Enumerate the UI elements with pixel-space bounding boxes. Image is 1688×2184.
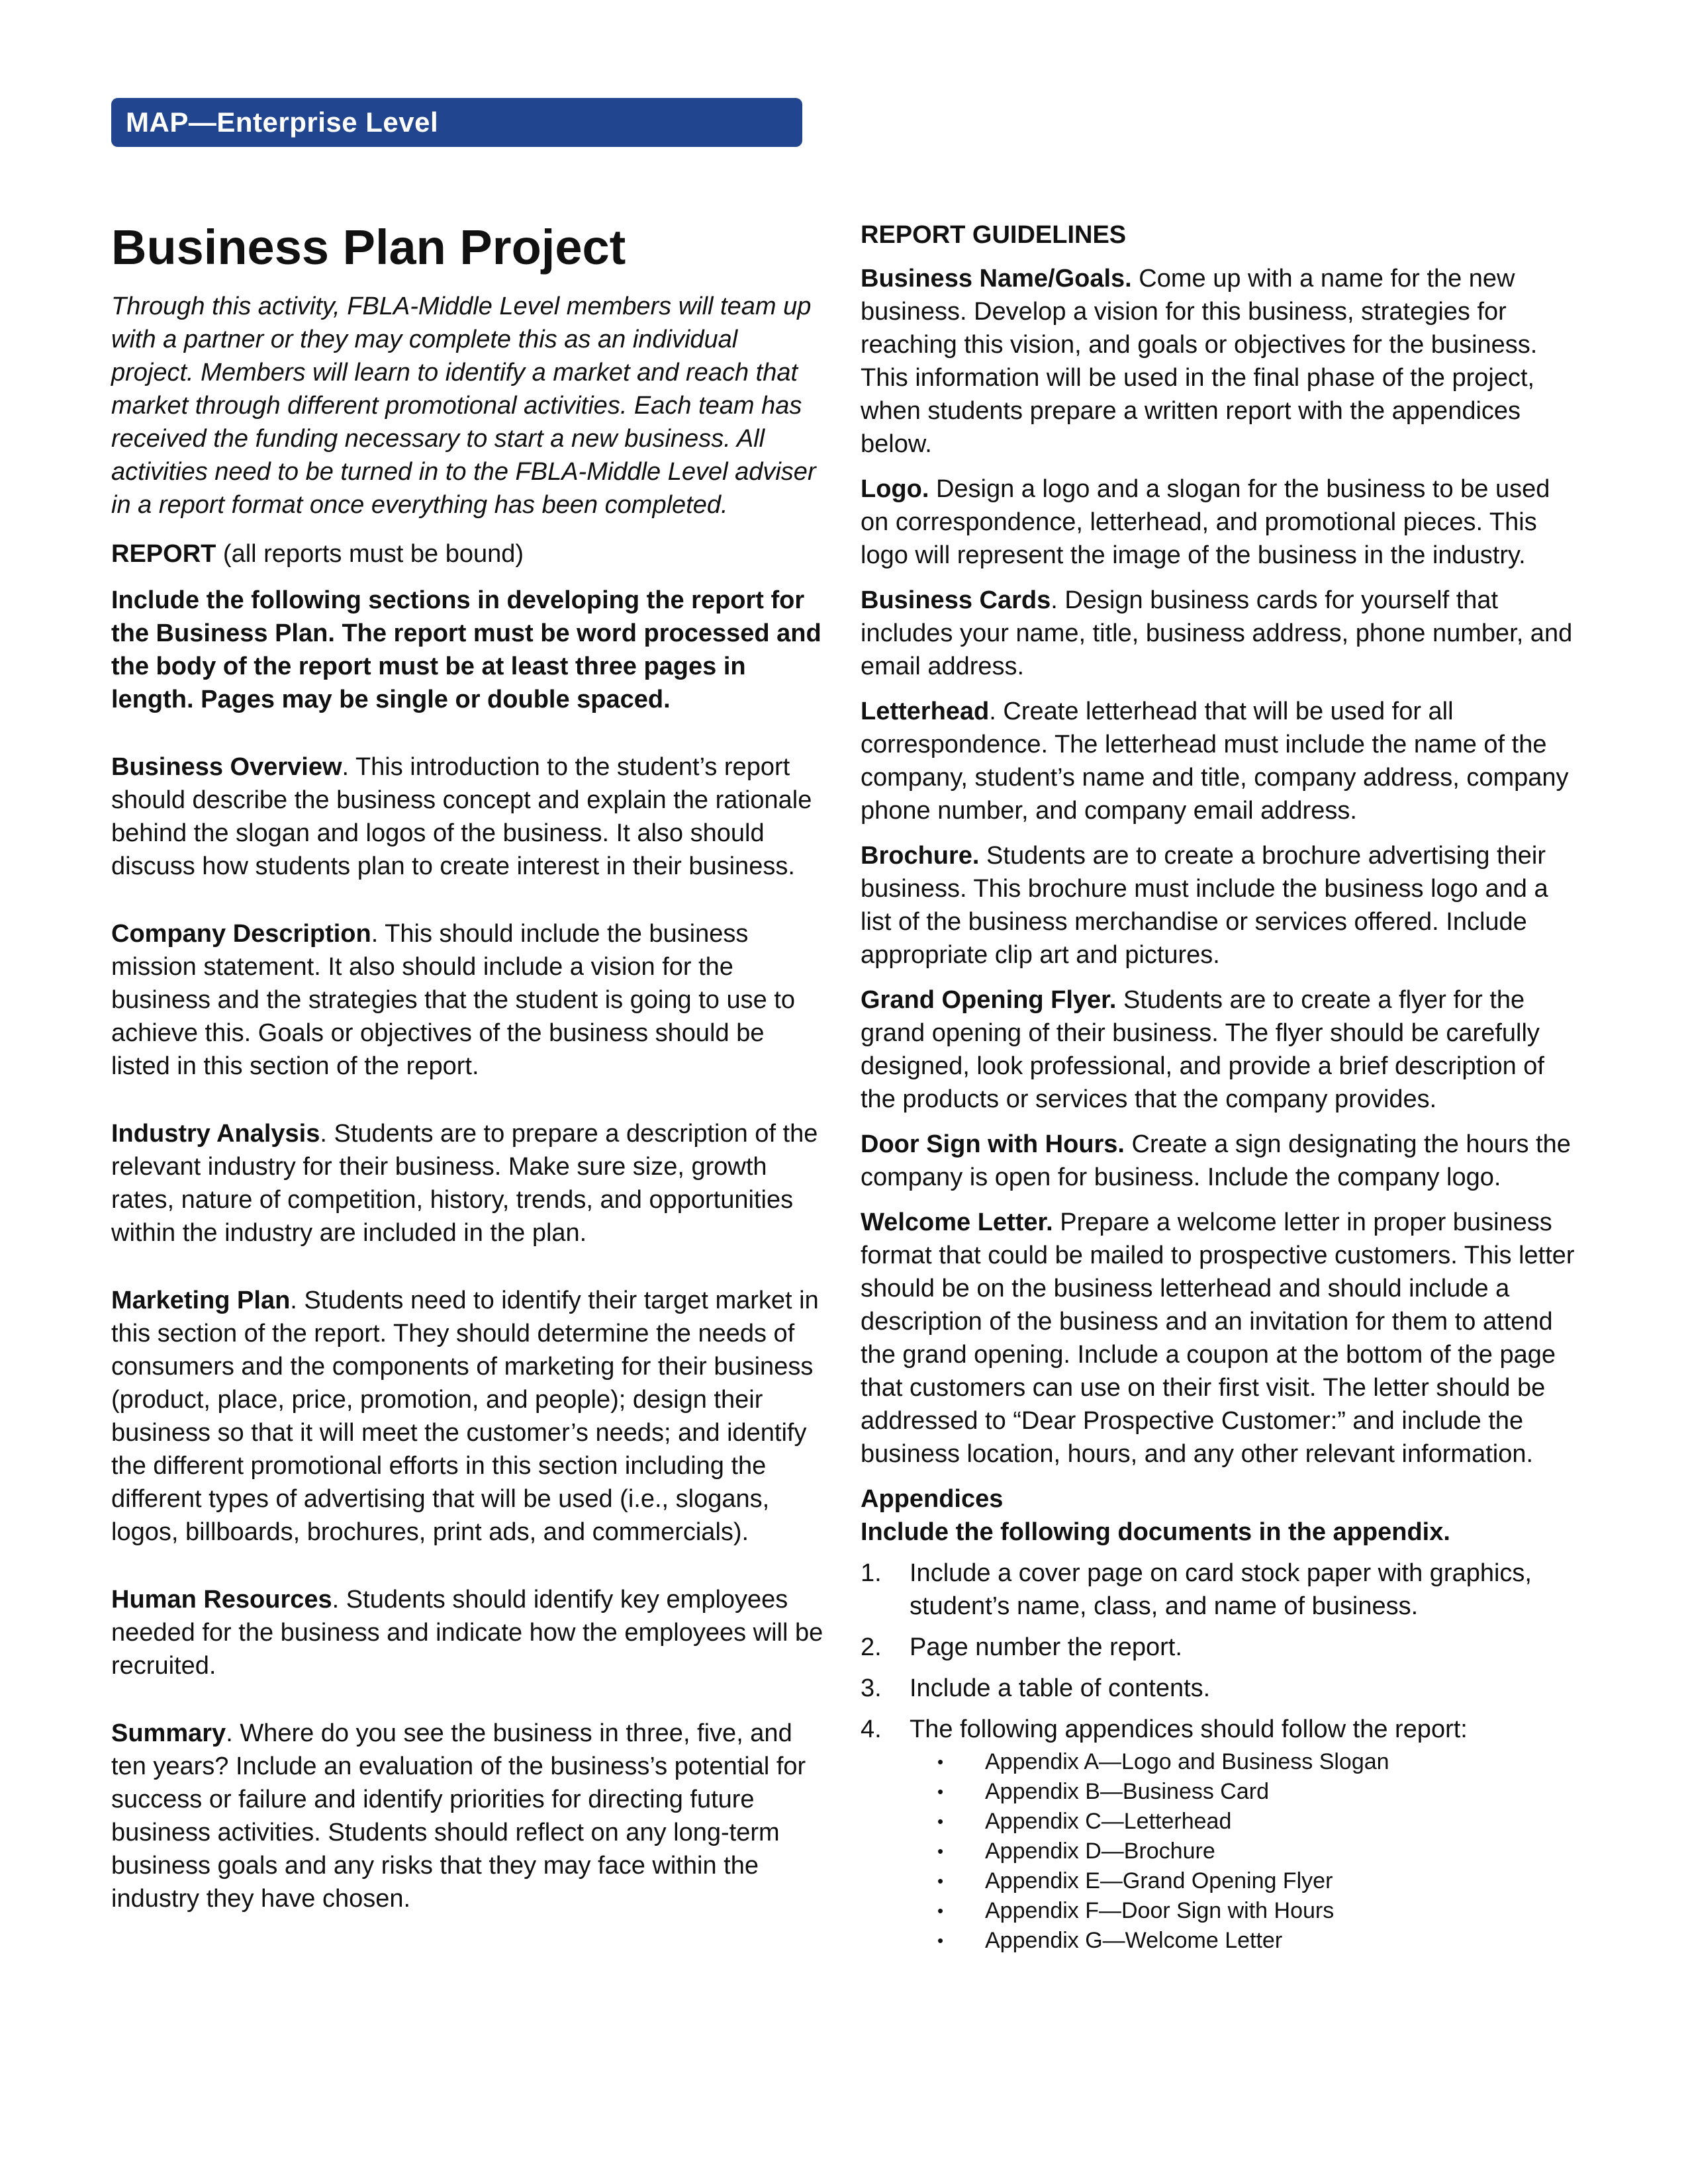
bullet-icon: • <box>937 1871 944 1891</box>
guideline-heading: Business Cards <box>861 586 1051 614</box>
appendix-item-text: Appendix D—Brochure <box>985 1839 1215 1864</box>
appendix-item-text: Appendix E—Grand Opening Flyer <box>985 1868 1333 1893</box>
section-text: . This should include the business mission statement. It also should include a vision for the business and the strategies that the student is going to use to achieve this. Goals or objectives of the business should be listed in this section of the report. <box>111 920 796 1080</box>
appendix-item-text: Appendix F—Door Sign with Hours <box>985 1898 1335 1923</box>
section-text: . Students are to prepare a description of the relevant industry for their business. Make sure size, growth rates, nature of competition, history, trends, and opportunities within the industry are included in the plan. <box>111 1120 818 1247</box>
guideline-text: Students are to create a flyer for the grand opening of their business. The flyer should be carefully designed, look professional, and provide a brief description of the products or services that the company provides. <box>861 986 1544 1113</box>
appendix-item-text: Appendix A—Logo and Business Slogan <box>985 1749 1389 1774</box>
report-note: (all reports must be bound) <box>216 540 524 568</box>
appendices-title: Appendices <box>861 1485 1004 1513</box>
list-number: 1. <box>861 1559 882 1587</box>
appendix-steps-list <box>861 1557 1582 1956</box>
guideline-welcome-letter <box>861 1206 1582 1471</box>
guideline-text: Design a logo and a slogan for the business to be used on correspondence, letterhead, and promotional pieces. This logo will represent the image of the business in the industry. <box>861 475 1550 569</box>
section-company-description <box>111 917 826 1083</box>
guideline-heading: Grand Opening Flyer. <box>861 986 1117 1014</box>
section-heading: Human Resources <box>111 1586 332 1614</box>
appendix-item <box>910 1807 1582 1837</box>
guideline-heading: Business Name/Goals. <box>861 265 1132 293</box>
bullet-icon: • <box>937 1811 944 1831</box>
list-item <box>861 1713 1582 1956</box>
section-heading: Summary <box>111 1719 226 1747</box>
intro-paragraph: Through this activity, FBLA-Middle Level members will team up with a partner or they may complete this as an individual project. Members will learn to identify a market and reach that market through different promotional activities. Each team has received the funding necessary to start a new business. All activities need to be turned in to the FBLA-Middle Level adviser in a report format once everything has been completed. <box>111 293 816 519</box>
guideline-logo <box>861 473 1582 572</box>
list-item <box>861 1672 1582 1705</box>
appendix-item <box>910 1926 1582 1956</box>
guideline-text: . Create letterhead that will be used for all correspondence. The letterhead must include the name of the company, student’s name and title, company address, company phone number, and company email address. <box>861 698 1569 825</box>
section-marketing-plan <box>111 1284 826 1549</box>
section-text: . Students should identify key employees needed for the business and indicate how the employees will be recruited. <box>111 1586 823 1680</box>
section-text: . Students need to identify their target market in this section of the report. They should determine the needs of consumers and the components of marketing for their business (product, place, price, promotion, and people); design their business so that it will meet the customer’s needs; and identify the different promotional efforts in this section including the different types of advertising that will be used (i.e., slogans, logos, billboards, brochures, print ads, and commercials). <box>111 1287 819 1546</box>
appendix-item-text: Appendix B—Business Card <box>985 1779 1270 1804</box>
section-text: . Where do you see the business in three, five, and ten years? Include an evaluation of the business’s potential for success or failure and identify priorities for directing future business activities. Students should reflect on any long-term business goals and any risks that they may face within the industry they have chosen. <box>111 1719 806 1913</box>
appendix-item <box>910 1777 1582 1807</box>
section-heading: Business Overview <box>111 753 342 781</box>
appendix-item-text: Appendix C—Letterhead <box>985 1809 1232 1834</box>
guideline-text: . Design business cards for yourself that includes your name, title, business address, phone number, and email address. <box>861 586 1573 680</box>
list-text: Include a cover page on card stock paper with graphics, student’s name, class, and name of business. <box>910 1559 1532 1620</box>
guideline-grand-opening-flyer <box>861 983 1582 1116</box>
appendix-item <box>910 1837 1582 1866</box>
appendix-item-text: Appendix G—Welcome Letter <box>985 1928 1283 1953</box>
list-number: 3. <box>861 1674 882 1702</box>
list-text: The following appendices should follow the report: <box>910 1715 1468 1743</box>
bullet-icon: • <box>937 1931 944 1950</box>
report-guidelines-title: REPORT GUIDELINES <box>861 221 1127 249</box>
section-human-resources <box>111 1583 826 1682</box>
guideline-heading: Welcome Letter. <box>861 1208 1053 1236</box>
left-column <box>111 218 826 1950</box>
page-title: Business Plan Project <box>111 220 626 275</box>
guideline-text: Come up with a name for the new business. Develop a vision for this business, strategies for reaching this vision, and goals or objectives for the business. This information will be used in the final phase of the project, when students prepare a written report with the appendices below. <box>861 265 1538 458</box>
section-heading: Marketing Plan <box>111 1287 291 1314</box>
section-business-overview <box>111 751 826 883</box>
appendix-item <box>910 1866 1582 1896</box>
guideline-letterhead <box>861 695 1582 827</box>
guideline-text: Create a sign designating the hours the company is open for business. Include the company logo. <box>861 1130 1571 1191</box>
header-bar <box>111 98 802 147</box>
list-number: 4. <box>861 1715 882 1743</box>
bullet-icon: • <box>937 1901 944 1921</box>
list-item <box>861 1631 1582 1664</box>
report-label: REPORT <box>111 540 216 568</box>
appendix-items-list <box>910 1747 1582 1956</box>
header-bar-title: MAP—Enterprise Level <box>126 107 439 138</box>
guideline-business-cards <box>861 584 1582 683</box>
list-item <box>861 1557 1582 1623</box>
guideline-heading: Door Sign with Hours. <box>861 1130 1125 1158</box>
appendix-item <box>910 1747 1582 1777</box>
guideline-heading: Letterhead <box>861 698 990 725</box>
list-text: Page number the report. <box>910 1633 1182 1661</box>
section-text: . This introduction to the student’s report should describe the business concept and explain the rationale behind the slogan and logos of the business. It also should discuss how students plan to create interest in their business. <box>111 753 812 880</box>
report-line <box>111 537 826 570</box>
guideline-door-sign <box>861 1128 1582 1194</box>
guideline-heading: Brochure. <box>861 842 980 870</box>
include-instructions: Include the following sections in developing the report for the Business Plan. The report must be word processed and the body of the report must be at least three pages in length. Pages may be single or double spaced. <box>111 586 821 713</box>
guideline-text: Prepare a welcome letter in proper business format that could be mailed to prospective customers. This letter should be on the business letterhead and should include a description of the business and an invitation for them to attend the grand opening. Include a coupon at the bottom of the page that customers can use on their first visit. The letter should be addressed to “Dear Prospective Customer:” and include the business location, hours, and any other relevant information. <box>861 1208 1575 1468</box>
guideline-text: Students are to create a brochure advertising their business. This brochure must include the business logo and a list of the business merchandise or services offered. Include appropriate clip art and pictures. <box>861 842 1548 969</box>
guideline-business-name <box>861 262 1582 461</box>
appendix-item <box>910 1896 1582 1926</box>
section-industry-analysis <box>111 1117 826 1250</box>
bullet-icon: • <box>937 1841 944 1861</box>
guideline-brochure <box>861 839 1582 972</box>
list-number: 2. <box>861 1633 882 1661</box>
bullet-icon: • <box>937 1752 944 1772</box>
list-text: Include a table of contents. <box>910 1674 1211 1702</box>
right-column <box>861 218 1582 1964</box>
guideline-heading: Logo. <box>861 475 929 503</box>
section-heading: Company Description <box>111 920 371 948</box>
section-heading: Industry Analysis <box>111 1120 320 1148</box>
bullet-icon: • <box>937 1782 944 1801</box>
appendices-subtitle: Include the following documents in the appendix. <box>861 1518 1450 1546</box>
section-summary <box>111 1717 826 1915</box>
